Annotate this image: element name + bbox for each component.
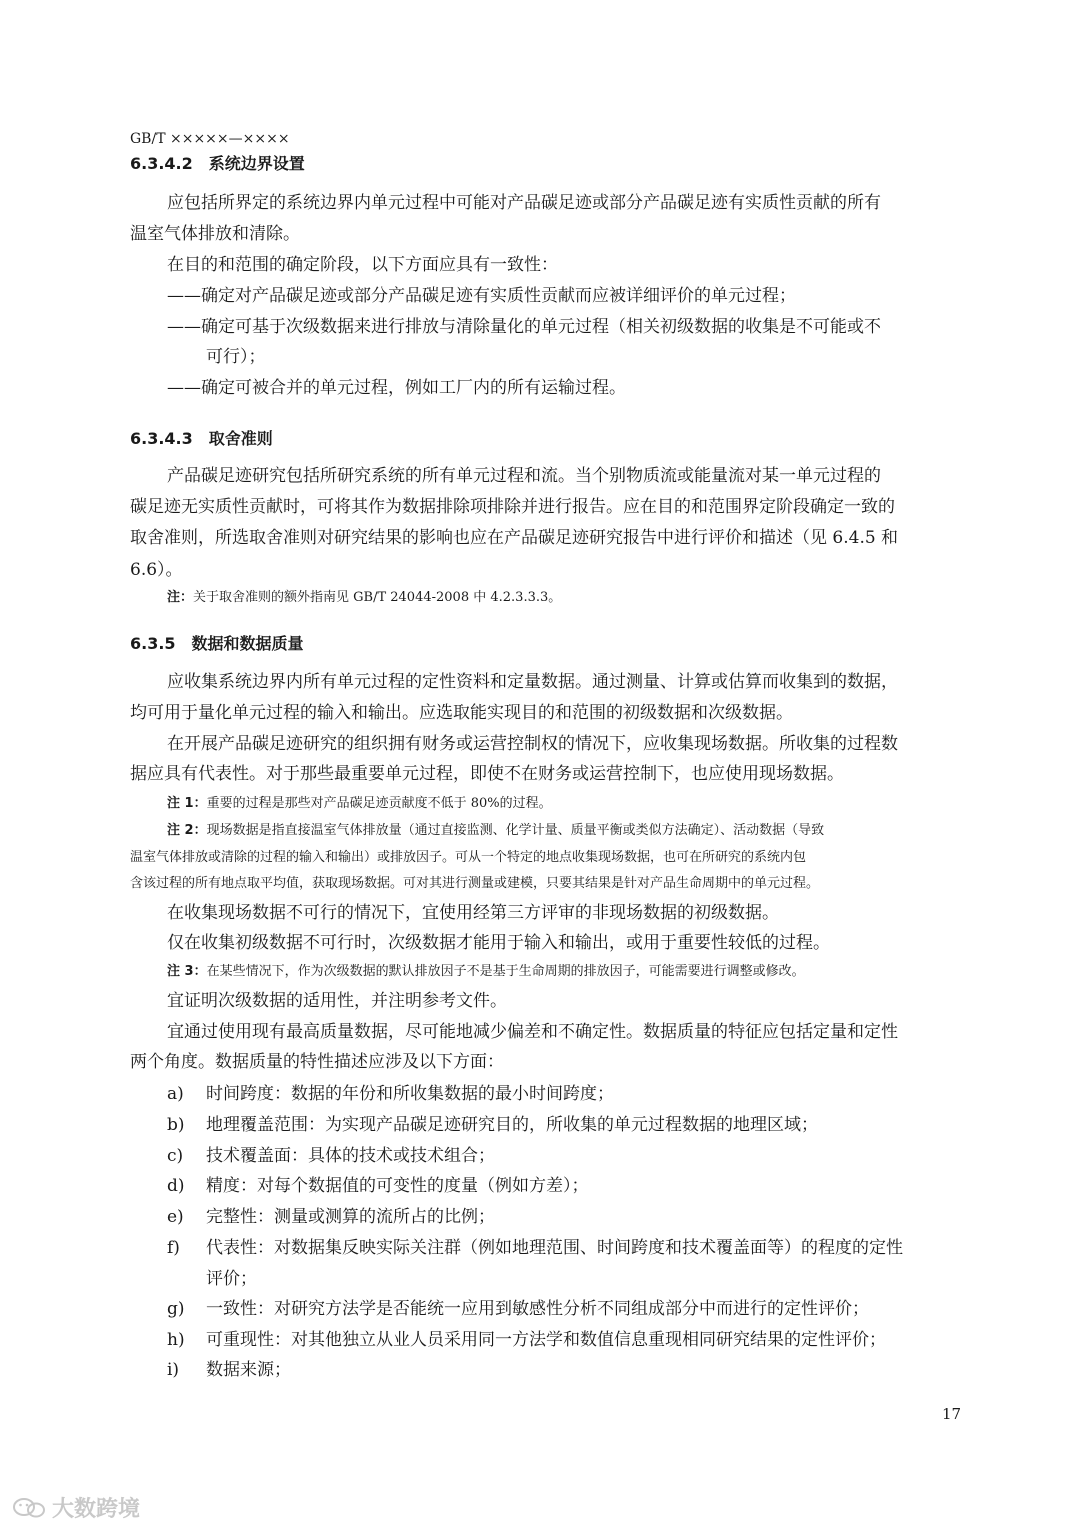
paragraph-line: 温室气体排放和清除。 <box>130 224 300 244</box>
note-2-cont: 温室气体排放或清除的过程的输入和输出）或排放因子。可从一个特定的地点收集现场数据，也可在所研究的系统内包 <box>130 850 807 865</box>
watermark <box>12 1492 140 1523</box>
wechat-logo-icon <box>12 1496 46 1520</box>
document-code: GB/T ×××××—×××× <box>130 131 290 147</box>
paragraph-line: 应收集系统边界内所有单元过程的定性资料和定量数据。通过测量、计算或估算而收集到的数据， <box>167 672 898 692</box>
list-item-label: h) <box>167 1330 185 1350</box>
paragraph-line: 碳足迹无实质性贡献时，可将其作为数据排除项排除并进行报告。应在目的和范围界定阶段确定一致的 <box>130 497 895 517</box>
paragraph-line: 宜证明次级数据的适用性，并注明参考文件。 <box>167 991 507 1011</box>
page-number: 17 <box>942 1405 962 1423</box>
note-text: 现场数据是指直接温室气体排放量（通过直接监测、化学计量、质量平衡或类似方法确定）、活动数据（导致 <box>206 823 825 838</box>
paragraph-line: 据应具有代表性。对于那些最重要单元过程，即使不在财务或运营控制下，也应使用现场数据。 <box>130 764 844 784</box>
list-item-text: 完整性：测量或测算的流所占的比例； <box>206 1207 495 1227</box>
paragraph-line: 在收集现场数据不可行的情况下，宜使用经第三方评审的非现场数据的初级数据。 <box>167 903 779 923</box>
note-text: 关于取舍准则的额外指南见 GB/T 24044-2008 中 4.2.3.3.3。 <box>193 590 562 605</box>
note-1 <box>167 790 552 817</box>
list-item-text: 一致性：对研究方法学是否能统一应用到敏感性分析不同组成部分中而进行的定性评价； <box>206 1299 869 1319</box>
paragraph-line: 仅在收集初级数据不可行时，次级数据才能用于输入和输出，或用于重要性较低的过程。 <box>167 933 830 953</box>
list-item-label: a) <box>167 1084 184 1104</box>
dash-item: ——确定可被合并的单元过程，例如工厂内的所有运输过程。 <box>167 378 626 398</box>
list-item-label: d) <box>167 1176 185 1196</box>
section-title-6343: 6.3.4.3 取舍准则 <box>130 429 273 448</box>
list-item-text: 可重现性：对其他独立从业人员采用同一方法学和数值信息重现相同研究结果的定性评价； <box>206 1330 886 1350</box>
dash-item-cont: 可行）； <box>206 347 266 367</box>
list-item-text-cont: 评价； <box>206 1269 257 1289</box>
note-label: 注 2： <box>167 823 207 838</box>
list-item-label: e) <box>167 1207 184 1227</box>
section-title-6342: 6.3.4.2 系统边界设置 <box>130 154 305 173</box>
paragraph-line: 在开展产品碳足迹研究的组织拥有财务或运营控制权的情况下，应收集现场数据。所收集的过程数 <box>167 734 898 754</box>
list-item-label: b) <box>167 1115 185 1135</box>
note-2 <box>167 817 824 844</box>
dash-item: ——确定可基于次级数据来进行排放与清除量化的单元过程（相关初级数据的收集是不可能或不 <box>167 317 881 337</box>
list-item-label: g) <box>167 1299 185 1319</box>
list-item-label: c) <box>167 1146 184 1166</box>
paragraph-line: 在目的和范围的确定阶段，以下方面应具有一致性： <box>167 255 558 275</box>
note-text: 重要的过程是那些对产品碳足迹贡献度不低于 80%的过程。 <box>206 796 552 811</box>
note-label: 注： <box>167 590 194 605</box>
watermark-text: 大数跨境 <box>52 1497 141 1522</box>
note-label: 注 3： <box>167 964 207 979</box>
note-3 <box>167 958 805 985</box>
paragraph-line: 应包括所界定的系统边界内单元过程中可能对产品碳足迹或部分产品碳足迹有实质性贡献的所有 <box>167 193 881 213</box>
paragraph-line: 6.6）。 <box>130 560 183 580</box>
note <box>167 584 561 611</box>
note-text: 在某些情况下，作为次级数据的默认排放因子不是基于生命周期的排放因子，可能需要进行调整或修改。 <box>206 964 805 979</box>
list-item-text: 数据来源； <box>206 1360 291 1380</box>
paragraph-line: 两个角度。数据质量的特性描述应涉及以下方面： <box>130 1052 504 1072</box>
list-item-text: 时间跨度：数据的年份和所收集数据的最小时间跨度； <box>206 1084 614 1104</box>
paragraph-line: 产品碳足迹研究包括所研究系统的所有单元过程和流。当个别物质流或能量流对某一单元过程的 <box>167 466 881 486</box>
section-title-635: 6.3.5 数据和数据质量 <box>130 634 304 653</box>
list-item-label: f) <box>167 1238 180 1258</box>
list-item-text: 技术覆盖面：具体的技术或技术组合； <box>206 1146 495 1166</box>
dash-item: ——确定对产品碳足迹或部分产品碳足迹有实质性贡献而应被详细评价的单元过程； <box>167 286 796 306</box>
list-item-text: 精度：对每个数据值的可变性的度量（例如方差）； <box>206 1176 589 1196</box>
list-item-text: 地理覆盖范围：为实现产品碳足迹研究目的，所收集的单元过程数据的地理区域； <box>206 1115 818 1135</box>
list-item-text: 代表性：对数据集反映实际关注群（例如地理范围、时间跨度和技术覆盖面等）的程度的定性 <box>206 1238 903 1258</box>
paragraph-line: 取舍准则，所选取舍准则对研究结果的影响也应在产品碳足迹研究报告中进行评价和描述（见 6.4.5 和 <box>130 528 899 548</box>
paragraph-line: 均可用于量化单元过程的输入和输出。应选取能实现目的和范围的初级数据和次级数据。 <box>130 703 793 723</box>
note-2-cont: 含该过程的所有地点取平均值，获取现场数据。可对其进行测量或建模，只要其结果是针对产品生命周期中的单元过程。 <box>130 876 820 891</box>
note-label: 注 1： <box>167 796 207 811</box>
paragraph-line: 宜通过使用现有最高质量数据，尽可能地减少偏差和不确定性。数据质量的特征应包括定量和定性 <box>167 1022 898 1042</box>
list-item-label: i) <box>167 1360 180 1380</box>
